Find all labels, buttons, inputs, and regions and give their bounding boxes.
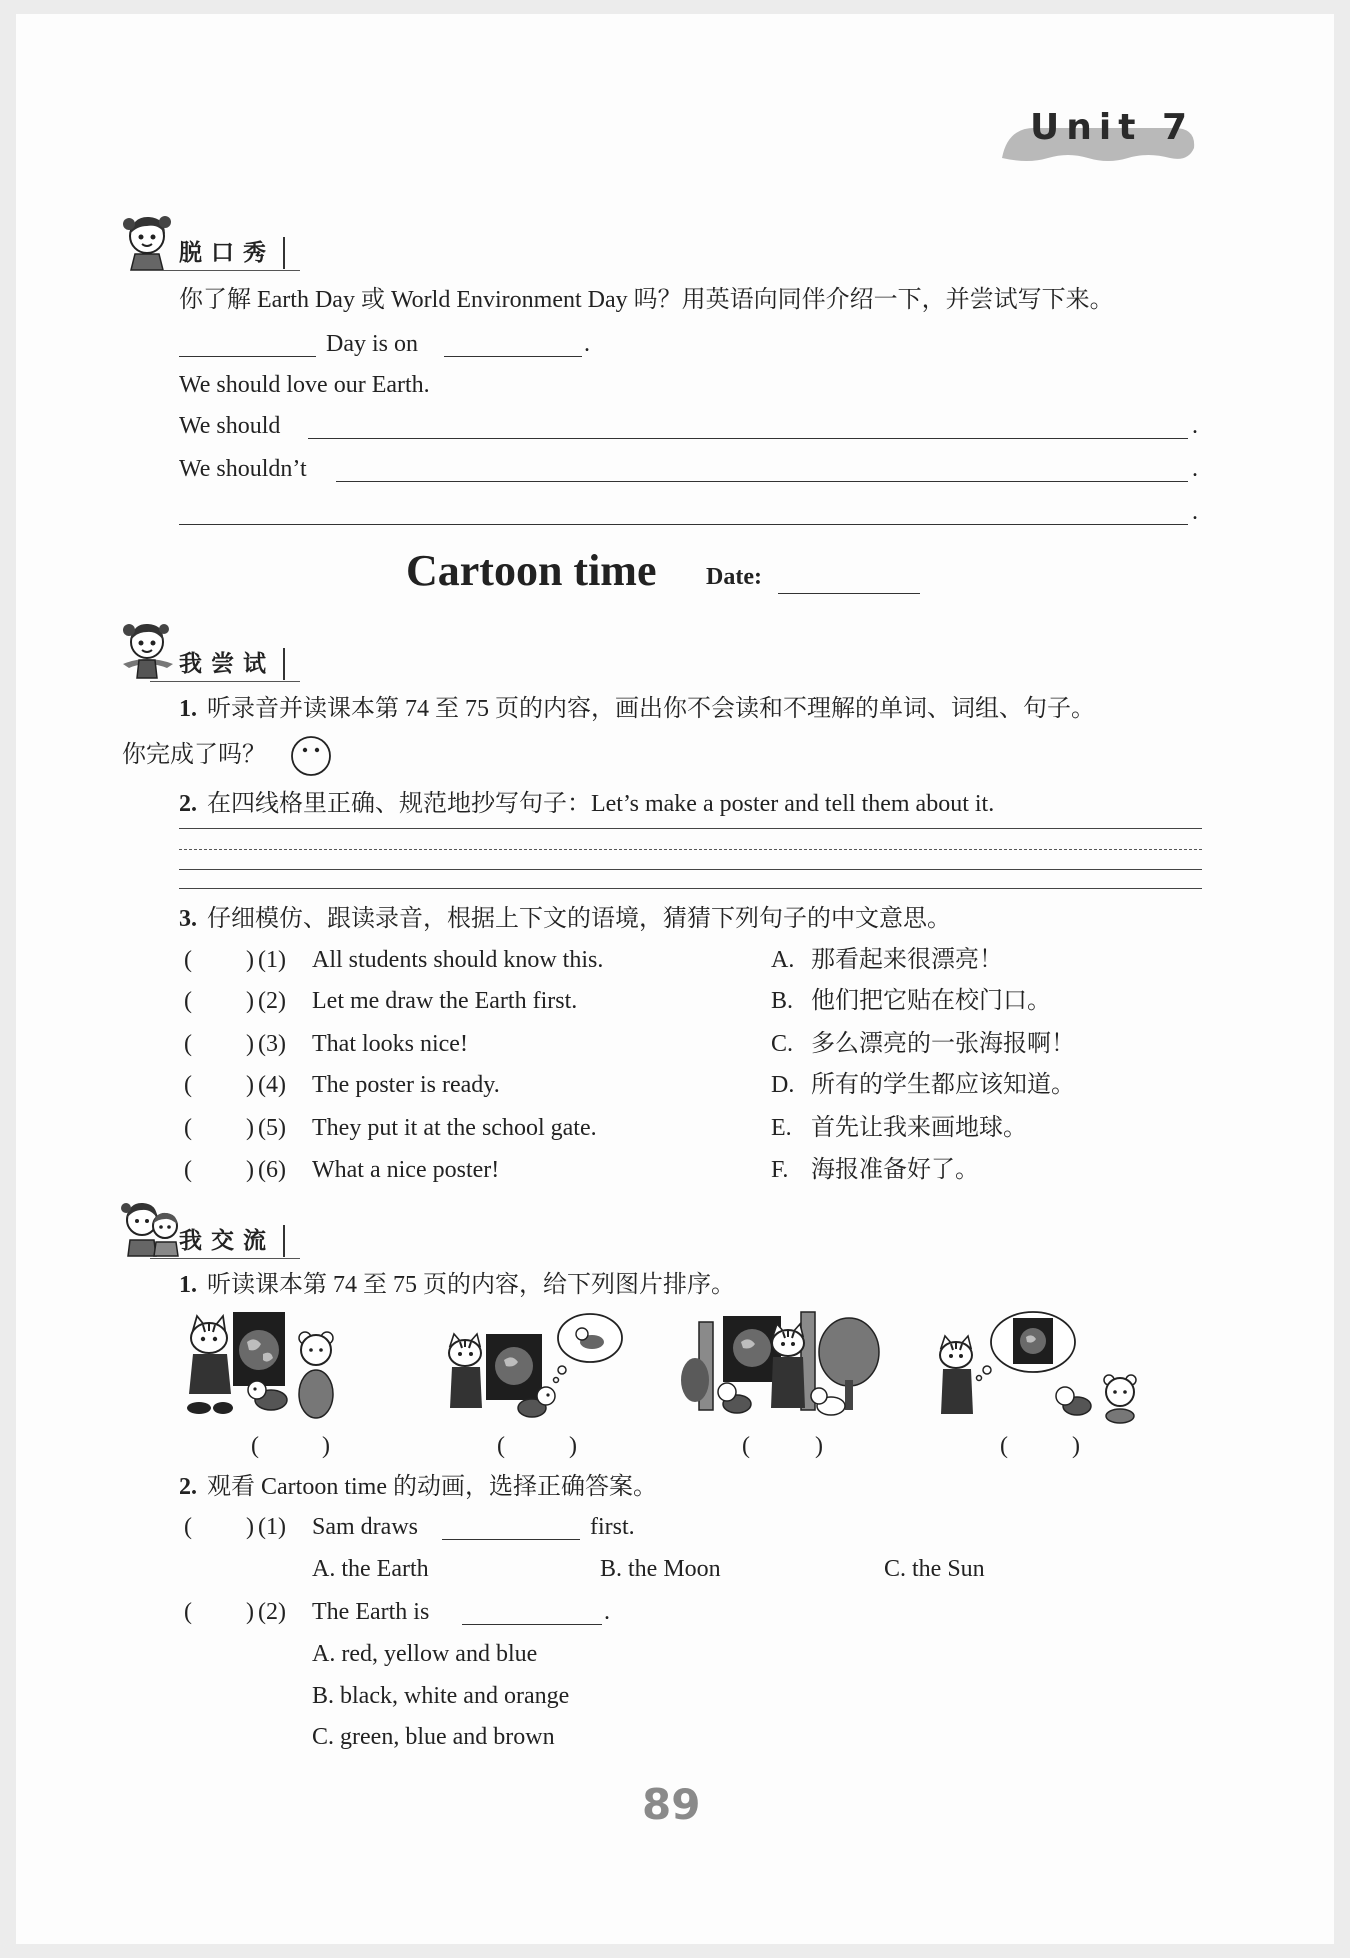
dog-character [718, 1383, 751, 1413]
we-should-text: We should [179, 413, 281, 439]
question-number: 3. [179, 906, 197, 932]
sub-question-stem: Sam draws [312, 1514, 418, 1540]
sub-question-ending: first. [590, 1514, 635, 1540]
answer-bracket-open: ( [184, 1599, 192, 1625]
sub-question-1-options [0, 1554, 1350, 1584]
item-number: (4) [258, 1072, 286, 1098]
option-letter: C. [884, 1556, 907, 1582]
blank-extra [179, 497, 1188, 525]
try-question-2 [179, 789, 994, 819]
matching-row [0, 945, 1350, 975]
cat-character [940, 1336, 973, 1414]
cat-character [187, 1316, 233, 1414]
option-a [312, 1554, 429, 1584]
try-question-3 [179, 904, 951, 934]
option-letter: B. [600, 1556, 623, 1582]
girl-mascot-figure [123, 624, 173, 678]
bear-character [299, 1332, 333, 1418]
option-c [884, 1554, 985, 1584]
answer-bracket-open: ( [184, 1072, 192, 1098]
picture-3-bracket-close: ) [815, 1433, 823, 1459]
bear-character [1104, 1375, 1136, 1423]
answer-blank [462, 1597, 602, 1625]
option-text: red, yellow and blue [341, 1641, 538, 1667]
item-sentence: That looks nice! [312, 1031, 468, 1057]
question-text: 仔细模仿、跟读录音，根据上下文的语境，猜猜下列句子的中文意思。 [207, 906, 951, 932]
talk-intro: 你了解 Earth Day 或 World Environment Day 吗？用英语向同伴介绍一下，并尝试写下来。 [179, 287, 1114, 313]
section-underline [150, 1258, 300, 1259]
picture-4-bracket-close: ) [1072, 1433, 1080, 1459]
picture-order-brackets [0, 1431, 1350, 1461]
grid-line-2 [179, 849, 1202, 850]
question-text: 观看 Cartoon time 的动画，选择正确答案。 [207, 1474, 657, 1500]
answer-bracket-open: ( [184, 947, 192, 973]
option-letter: D. [771, 1072, 795, 1098]
blank-day-name [179, 329, 316, 357]
matching-row [0, 1029, 1350, 1059]
answer-bracket-close: ) [246, 947, 254, 973]
item-number: (2) [258, 988, 286, 1014]
poster [486, 1334, 542, 1400]
period: . [1192, 499, 1198, 525]
option-letter: A. [771, 947, 795, 973]
cartoon-picture-4 [937, 1308, 1141, 1424]
option-text: the Earth [341, 1556, 429, 1582]
option-text: 他们把它贴在校门口。 [811, 988, 1051, 1014]
grid-line-3 [179, 869, 1202, 870]
item-sentence: Let me draw the Earth first. [312, 988, 578, 1014]
option-text: the Sun [912, 1556, 985, 1582]
section-underline [150, 681, 300, 682]
cat-character [771, 1324, 805, 1408]
sub-question-stem: The Earth is [312, 1599, 430, 1625]
extra-writing-line [0, 497, 1350, 527]
picture-2-bracket-open: ( [497, 1433, 505, 1459]
answer-bracket-open: ( [184, 1031, 192, 1057]
option-text: 首先让我来画地球。 [811, 1115, 1027, 1141]
grid-line-4 [179, 888, 1202, 889]
answer-bracket-close: ) [246, 988, 254, 1014]
option-text: 海报准备好了。 [811, 1157, 979, 1183]
option-text: the Moon [628, 1556, 721, 1582]
girl-mascot-figure [123, 216, 171, 270]
sub-question-number: (1) [258, 1514, 286, 1540]
picture-1-bracket-open: ( [251, 1433, 259, 1459]
answer-bracket-close: ) [246, 1514, 254, 1540]
share-question-1 [179, 1270, 735, 1300]
date-label: Date: [706, 564, 762, 590]
blank-should [308, 411, 1188, 439]
period: . [1192, 456, 1198, 482]
day-is-on-text: Day is on [326, 331, 418, 357]
option-c [312, 1722, 555, 1752]
question-number: 1. [179, 1272, 197, 1298]
matching-row [0, 1155, 1350, 1185]
sub-question-1 [0, 1512, 1350, 1542]
dog-character [1056, 1387, 1091, 1415]
option-text: 那看起来很漂亮！ [811, 947, 1003, 973]
option-b [312, 1681, 569, 1711]
picture-3-bracket-open: ( [742, 1433, 750, 1459]
option-letter: F. [771, 1157, 789, 1183]
option-letter: C. [771, 1031, 794, 1057]
girl-mascot-icon [117, 210, 179, 272]
smiley-face-icon [290, 735, 332, 777]
thought-bubble [554, 1314, 623, 1383]
period: . [584, 331, 590, 357]
kids-mascot-icon [120, 1196, 182, 1258]
question-text: 在四线格里正确、规范地抄写句子：Let’s make a poster and tell them about it. [207, 791, 995, 817]
question-number: 2. [179, 791, 197, 817]
period: . [1192, 413, 1198, 439]
option-text: green, blue and brown [340, 1724, 555, 1750]
try-question-1 [179, 694, 1095, 724]
answer-bracket-open: ( [184, 1115, 192, 1141]
option-text: black, white and orange [340, 1683, 570, 1709]
sub-question-ending: . [604, 1599, 610, 1625]
option-b [600, 1554, 721, 1584]
we-should-line [0, 411, 1350, 441]
grid-line-1 [179, 828, 1202, 829]
date-blank [778, 566, 920, 594]
matching-row [0, 1070, 1350, 1100]
question-number: 1. [179, 696, 197, 722]
option-letter: E. [771, 1115, 792, 1141]
try-question-1-followup: 你完成了吗？ [122, 742, 266, 768]
picture-4-bracket-open: ( [1000, 1433, 1008, 1459]
option-letter: B. [312, 1683, 335, 1709]
item-number: (3) [258, 1031, 286, 1057]
day-is-on-line [0, 329, 1350, 359]
share-question-2 [179, 1472, 657, 1502]
option-a [312, 1639, 537, 1669]
picture-1-bracket-close: ) [322, 1433, 330, 1459]
item-sentence: What a nice poster! [312, 1157, 500, 1183]
answer-blank [442, 1512, 580, 1540]
answer-bracket-open: ( [184, 1514, 192, 1540]
section-underline [150, 270, 300, 271]
question-text: 听读课本第 74 至 75 页的内容，给下列图片排序。 [207, 1272, 735, 1298]
we-shouldnt-text: We shouldn’t [179, 456, 307, 482]
item-number: (5) [258, 1115, 286, 1141]
matching-row [0, 1113, 1350, 1143]
we-shouldnt-line [0, 454, 1350, 484]
question-text: 听录音并读课本第 74 至 75 页的内容，画出你不会读和不理解的单词、词组、句子。 [207, 696, 1095, 722]
tree [819, 1318, 879, 1410]
poster [1013, 1318, 1053, 1364]
blank-date [444, 329, 582, 357]
option-letter: C. [312, 1724, 335, 1750]
kids-mascot-figure [121, 1203, 178, 1256]
item-sentence: The poster is ready. [312, 1072, 500, 1098]
answer-bracket-close: ) [246, 1157, 254, 1183]
item-number: (6) [258, 1157, 286, 1183]
section-label-share: 我交流 [179, 1225, 285, 1257]
love-earth-sentence: We should love our Earth. [179, 372, 430, 398]
answer-bracket-open: ( [184, 988, 192, 1014]
item-sentence: All students should know this. [312, 947, 604, 973]
option-letter: A. [312, 1641, 336, 1667]
dog-character [811, 1388, 845, 1415]
question-number: 2. [179, 1474, 197, 1500]
item-number: (1) [258, 947, 286, 973]
cartoon-picture-2 [444, 1308, 626, 1424]
answer-bracket-close: ) [246, 1599, 254, 1625]
blank-shouldnt [336, 454, 1188, 482]
poster [723, 1316, 781, 1382]
option-letter: B. [771, 988, 794, 1014]
item-sentence: They put it at the school gate. [312, 1115, 597, 1141]
section-label-try: 我尝试 [179, 648, 285, 680]
option-letter: A. [312, 1556, 336, 1582]
sub-question-2 [0, 1597, 1350, 1627]
matching-row [0, 986, 1350, 1016]
cat-character [449, 1334, 482, 1408]
answer-bracket-close: ) [246, 1115, 254, 1141]
option-text: 多么漂亮的一张海报啊！ [811, 1031, 1075, 1057]
cartoon-picture-3 [681, 1308, 887, 1424]
picture-2-bracket-close: ) [569, 1433, 577, 1459]
answer-bracket-close: ) [246, 1031, 254, 1057]
section-label-talk-show: 脱口秀 [179, 237, 285, 269]
page-number: 89 [642, 1780, 701, 1829]
sub-question-number: (2) [258, 1599, 286, 1625]
girl-mascot-icon [117, 618, 179, 680]
answer-bracket-open: ( [184, 1157, 192, 1183]
answer-bracket-close: ) [246, 1072, 254, 1098]
poster [233, 1312, 285, 1386]
unit-title: Unit 7 [1030, 107, 1194, 148]
option-text: 所有的学生都应该知道。 [811, 1072, 1075, 1098]
cartoon-time-title: Cartoon time [406, 546, 657, 595]
cartoon-picture-1 [185, 1308, 335, 1424]
